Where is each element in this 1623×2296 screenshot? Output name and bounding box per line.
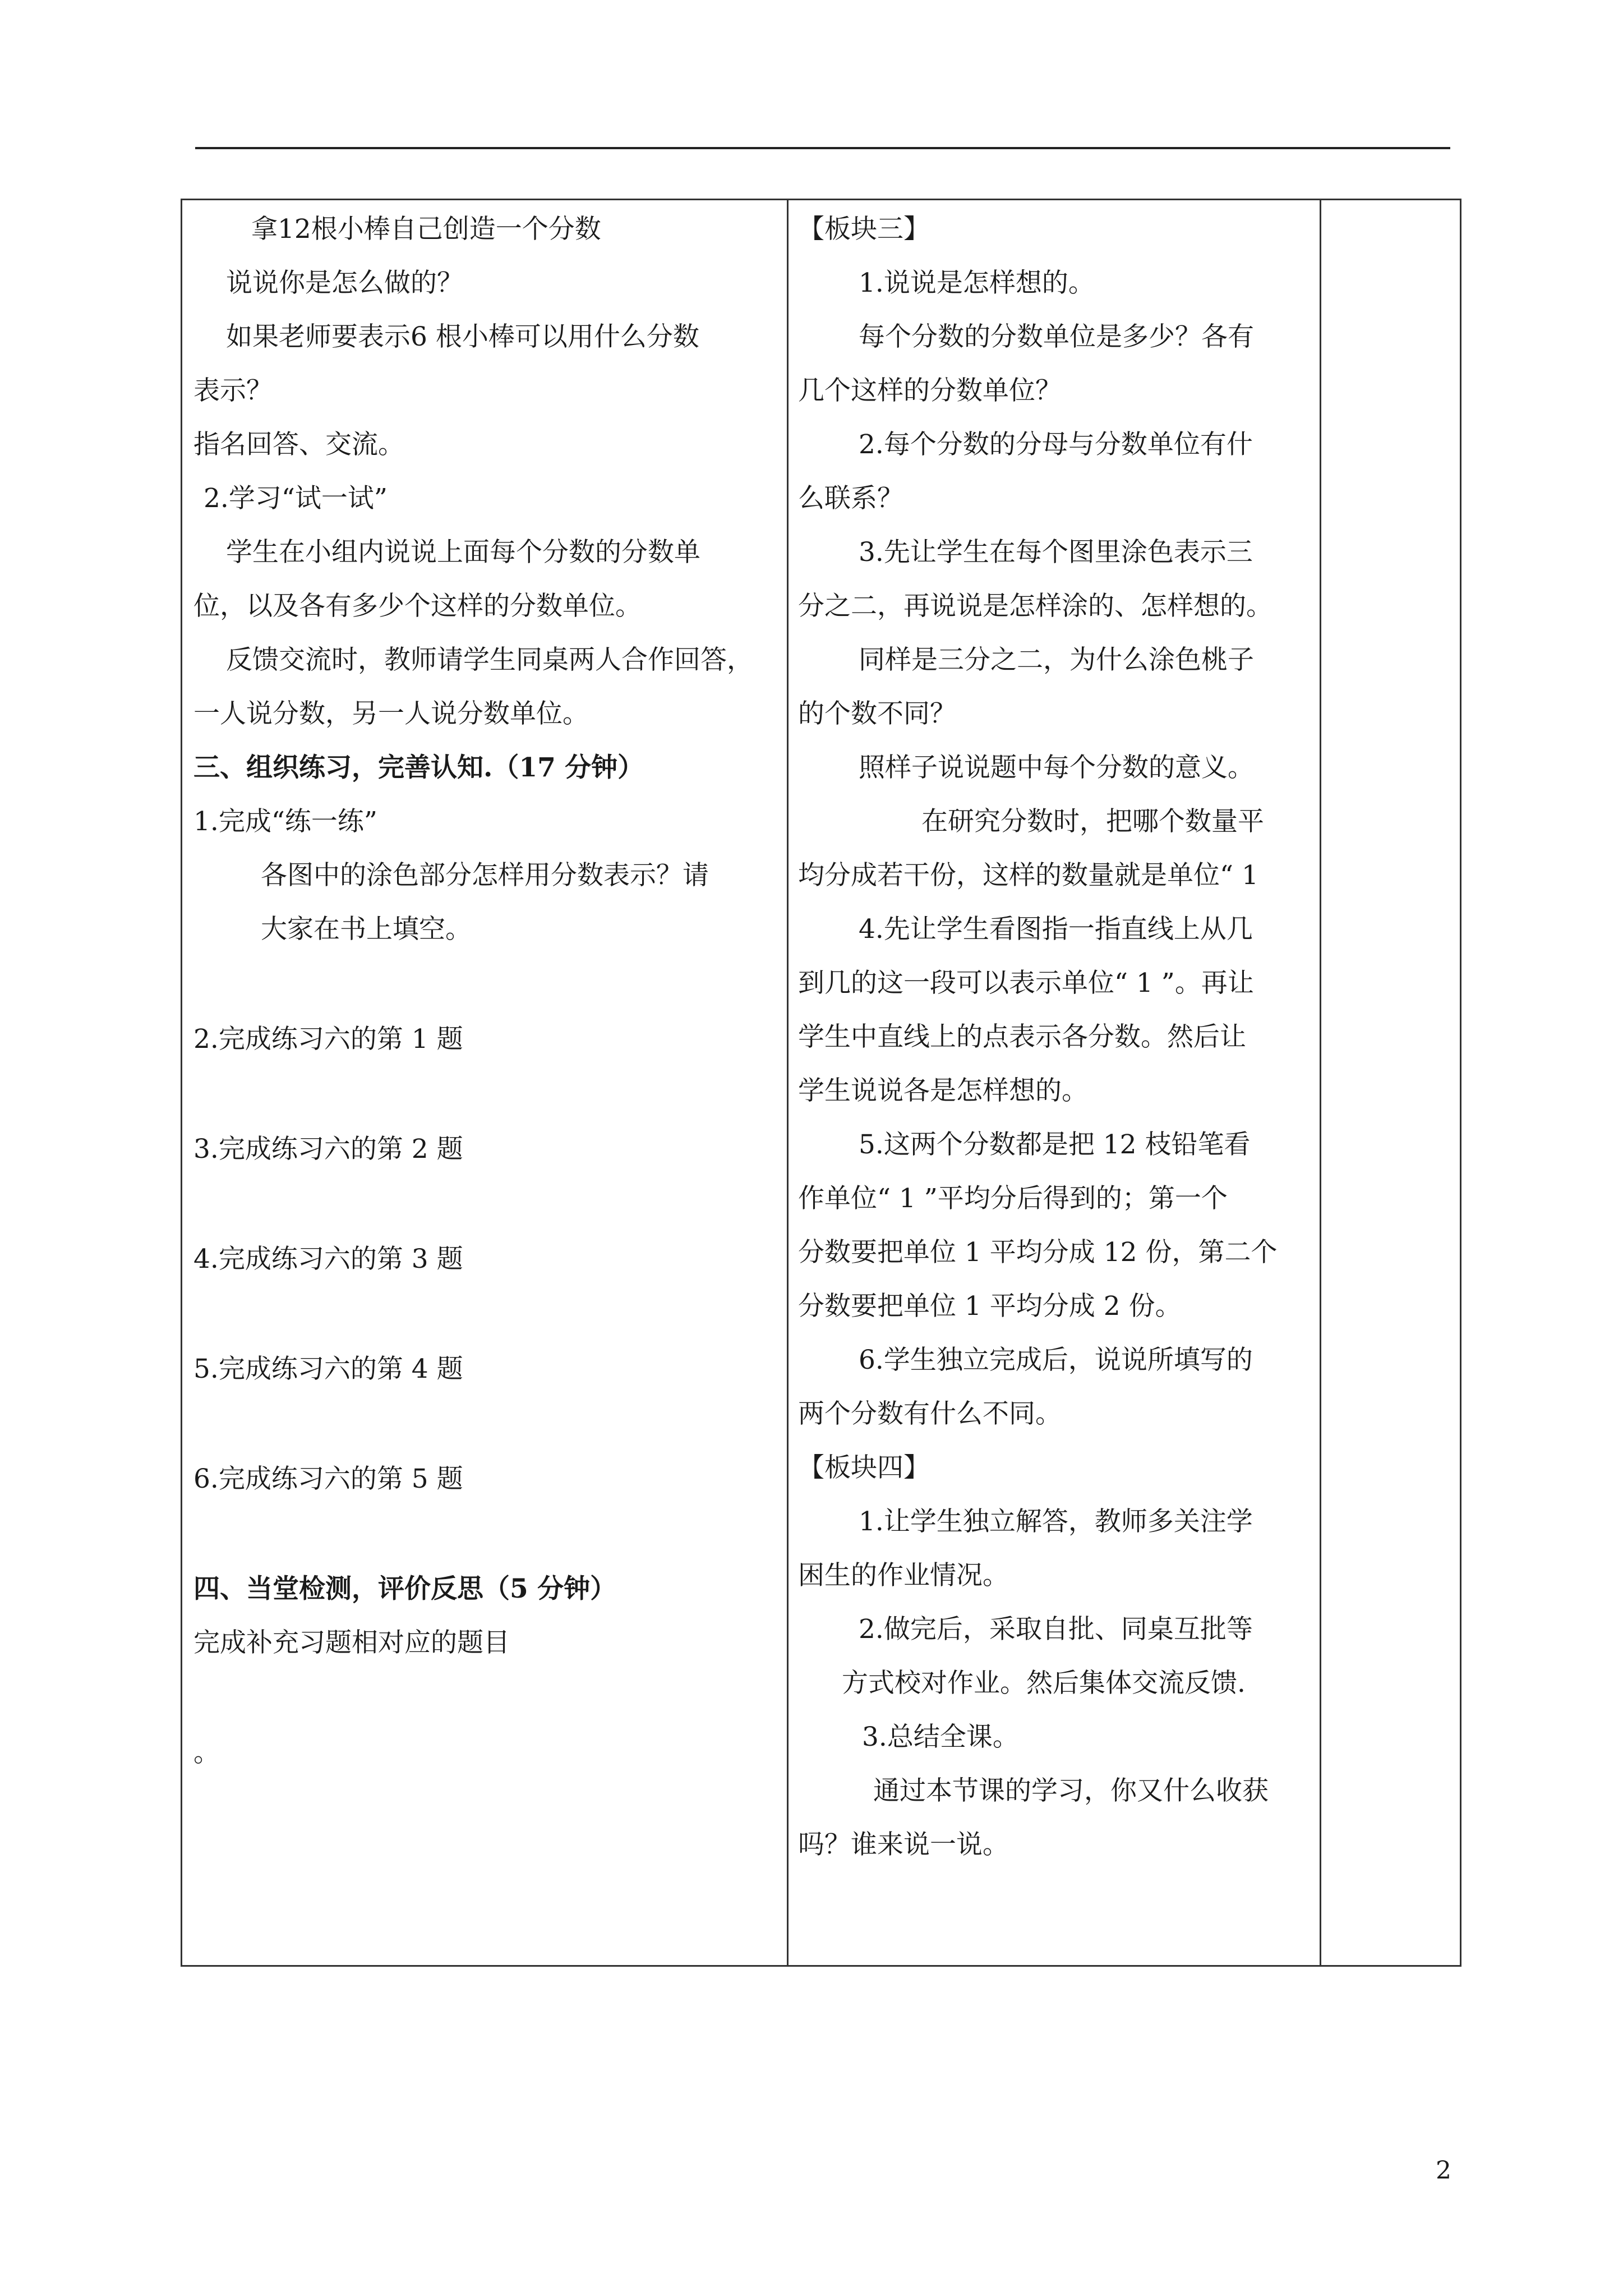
- right-line-4: 几个这样的分数单位？: [798, 375, 1062, 406]
- right-line-19: 作单位“ 1 ”平均分后得到的；第一个: [798, 1183, 1228, 1214]
- left-line-22: 。: [193, 1737, 220, 1768]
- right-line-31: 吗？谁来说一说。: [798, 1829, 1009, 1860]
- right-line-14: 4.先让学生看图指一指直线上从几: [859, 914, 1253, 945]
- section-heading-assessment: 四、当堂检测，评价反思（5 分钟）: [193, 1573, 617, 1604]
- left-line-16: 3.完成练习六的第 2 题: [193, 1134, 463, 1165]
- right-line-9: 同样是三分之二，为什么涂色桃子: [859, 645, 1254, 675]
- left-line-21: 完成补充习题相对应的题目: [193, 1627, 510, 1658]
- right-line-28: 方式校对作业。然后集体交流反馈.: [842, 1668, 1246, 1699]
- column-divider-right: [1320, 200, 1321, 1965]
- right-line-8: 分之二，再说说是怎样涂的、怎样想的。: [798, 591, 1272, 622]
- left-line-19: 6.完成练习六的第 5 题: [193, 1464, 463, 1494]
- right-line-6: 么联系？: [798, 483, 903, 514]
- left-line-9: 反馈交流时，教师请学生同桌两人合作回答，: [226, 645, 753, 675]
- right-line-5: 2.每个分数的分母与分数单位有什: [859, 429, 1253, 460]
- left-line-13: 各图中的涂色部分怎样用分数表示？请: [261, 860, 709, 891]
- left-line-4: 表示？: [193, 375, 273, 406]
- left-line-1: 拿12根小棒自己创造一个分数: [251, 214, 601, 245]
- left-line-17: 4.完成练习六的第 3 题: [193, 1244, 463, 1274]
- left-line-8: 位，以及各有多少个这样的分数单位。: [193, 591, 642, 622]
- right-line-26: 困生的作业情况。: [798, 1560, 1009, 1591]
- left-line-6: 2.学习“试一试”: [204, 483, 388, 514]
- right-line-1: 【板块三】: [798, 214, 930, 245]
- column-divider-left: [787, 200, 789, 1965]
- right-line-21: 分数要把单位 1 平均分成 2 份。: [798, 1291, 1182, 1322]
- header-rule: [195, 147, 1450, 149]
- lesson-plan-table: [181, 199, 1461, 1967]
- right-line-29: 3.总结全课。: [862, 1722, 1019, 1752]
- right-line-10: 的个数不同？: [798, 698, 956, 729]
- right-line-7: 3.先让学生在每个图里涂色表示三: [859, 537, 1253, 568]
- right-line-13: 均分成若干份，这样的数量就是单位“ 1: [798, 860, 1258, 891]
- left-line-7: 学生在小组内说说上面每个分数的分数单: [226, 537, 700, 568]
- left-line-12: 1.完成“练一练”: [193, 806, 377, 837]
- left-line-3: 如果老师要表示6 根小棒可以用什么分数: [226, 321, 699, 352]
- right-line-27: 2.做完后，采取自批、同桌互批等: [859, 1614, 1253, 1645]
- page-number: 2: [1436, 2156, 1451, 2185]
- right-line-22: 6.学生独立完成后，说说所填写的: [859, 1345, 1253, 1375]
- left-line-5: 指名回答、交流。: [193, 429, 404, 460]
- right-line-15: 到几的这一段可以表示单位“ 1 ”。再让: [798, 968, 1254, 999]
- left-line-15: 2.完成练习六的第 1 题: [193, 1024, 463, 1055]
- right-line-20: 分数要把单位 1 平均分成 12 份，第二个: [798, 1237, 1278, 1268]
- left-line-14: 大家在书上填空。: [261, 914, 472, 945]
- right-line-11: 照样子说说题中每个分数的意义。: [859, 752, 1254, 783]
- right-line-30: 通过本节课的学习，你又什么收获: [873, 1775, 1269, 1806]
- right-line-24: 【板块四】: [798, 1452, 930, 1483]
- right-line-2: 1.说说是怎样想的。: [859, 268, 1095, 298]
- right-line-18: 5.这两个分数都是把 12 枝铅笔看: [859, 1129, 1251, 1160]
- section-heading-practice: 三、组织练习，完善认知.（17 分钟）: [193, 752, 644, 783]
- right-line-17: 学生说说各是怎样想的。: [798, 1075, 1088, 1106]
- right-line-12: 在研究分数时，把哪个数量平: [921, 806, 1264, 837]
- left-line-2: 说说你是怎么做的？: [226, 268, 463, 298]
- right-line-3: 每个分数的分数单位是多少？各有: [859, 321, 1254, 352]
- left-line-18: 5.完成练习六的第 4 题: [193, 1354, 463, 1384]
- right-line-25: 1.让学生独立解答，教师多关注学: [859, 1506, 1253, 1537]
- right-line-23: 两个分数有什么不同。: [798, 1398, 1062, 1429]
- right-line-16: 学生中直线上的点表示各分数。然后让: [798, 1022, 1246, 1052]
- left-line-10: 一人说分数，另一人说分数单位。: [193, 698, 589, 729]
